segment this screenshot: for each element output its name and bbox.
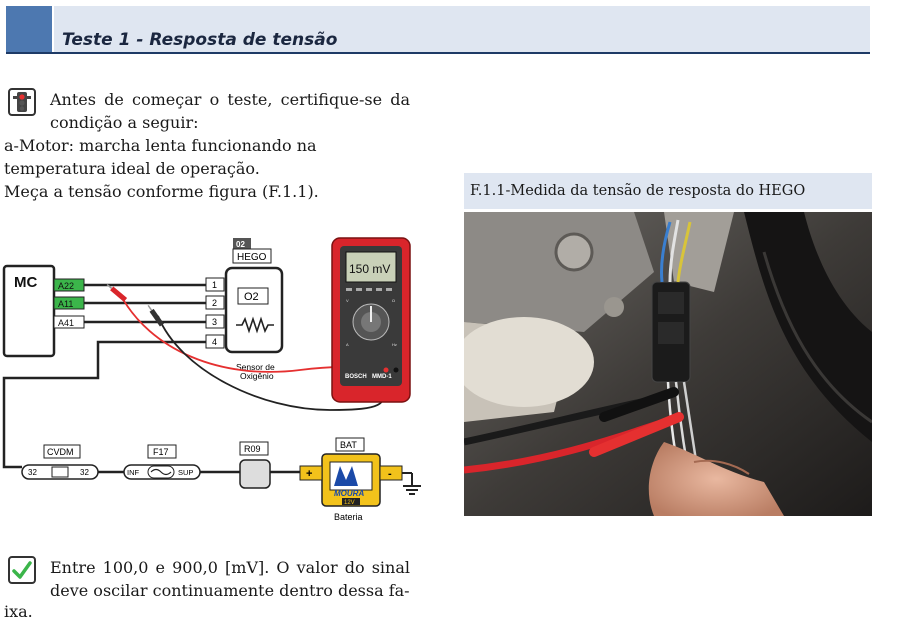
wiring-diagram bbox=[0, 230, 440, 530]
battery-brand: MOURA bbox=[334, 489, 365, 498]
sensor-symbol: O2 bbox=[244, 291, 259, 303]
section-title: Teste 1 - Resposta de tensão bbox=[62, 30, 338, 50]
relay-r09 bbox=[240, 460, 270, 488]
instruction-engine: a-Motor: marcha lenta funcionando na temperatura ideal de operação. bbox=[4, 136, 317, 178]
pin-a11: A11 bbox=[58, 299, 74, 309]
meter-model: MMD-1 bbox=[372, 374, 392, 380]
svg-text:3: 3 bbox=[212, 317, 218, 327]
sensor-caption-2: Oxigênio bbox=[240, 371, 274, 381]
meter-display: 150 mV bbox=[349, 262, 391, 276]
section-header bbox=[6, 6, 870, 52]
header-rule bbox=[6, 52, 870, 54]
battery-caption: Bateria bbox=[334, 512, 363, 522]
svg-text:Hz: Hz bbox=[392, 342, 397, 347]
mc-pins bbox=[54, 279, 84, 328]
pin-a22: A22 bbox=[58, 281, 75, 291]
result-range: Entre 100,0 e 900,0 [mV]. O valor do sinal deve oscilar continuamente dentro dessa fa- bbox=[50, 558, 410, 600]
svg-text:2: 2 bbox=[212, 298, 218, 308]
relay-label: R09 bbox=[244, 444, 261, 454]
figure-caption: F.1.1-Medida da tensão de resposta do HEGO bbox=[464, 173, 872, 209]
svg-text:32: 32 bbox=[28, 468, 37, 477]
svg-text:1: 1 bbox=[212, 280, 218, 290]
svg-text:+: + bbox=[306, 468, 313, 480]
multimeter bbox=[332, 238, 410, 402]
header-square bbox=[6, 6, 52, 52]
checkmark-icon bbox=[8, 556, 36, 584]
svg-text:V: V bbox=[346, 298, 349, 303]
hego-measurement-photo bbox=[464, 212, 872, 516]
sensor-name: HEGO bbox=[237, 252, 267, 263]
svg-text:12V: 12V bbox=[344, 500, 355, 506]
svg-text:INF: INF bbox=[127, 468, 140, 477]
svg-text:A: A bbox=[346, 342, 349, 347]
meter-brand: BOSCH bbox=[345, 374, 367, 380]
svg-text:-: - bbox=[388, 468, 392, 480]
mc-label: MC bbox=[14, 274, 38, 291]
pin-a41: A41 bbox=[58, 318, 75, 328]
sensor-caption: Sensor de bbox=[236, 362, 275, 372]
sensor-code: 02 bbox=[236, 240, 245, 249]
cvdm-label: CVDM bbox=[47, 447, 74, 457]
ground-icon bbox=[402, 473, 421, 494]
svg-text:4: 4 bbox=[212, 337, 218, 347]
result-range-end: ixa. bbox=[4, 602, 33, 621]
battery-label: BAT bbox=[340, 440, 357, 450]
hego-sensor bbox=[226, 268, 282, 352]
instruction-condition: Antes de começar o teste, certifique-se da condição a seguir: bbox=[50, 90, 410, 132]
traffic-light-icon bbox=[8, 88, 36, 116]
svg-text:Ω: Ω bbox=[392, 298, 395, 303]
instruction-measure: Meça a tensão conforme figura (F.1.1). bbox=[4, 182, 319, 201]
svg-text:SUP: SUP bbox=[178, 468, 194, 477]
svg-text:32: 32 bbox=[80, 468, 89, 477]
sensor-terminals bbox=[206, 278, 224, 348]
fuse-label: F17 bbox=[153, 447, 169, 457]
